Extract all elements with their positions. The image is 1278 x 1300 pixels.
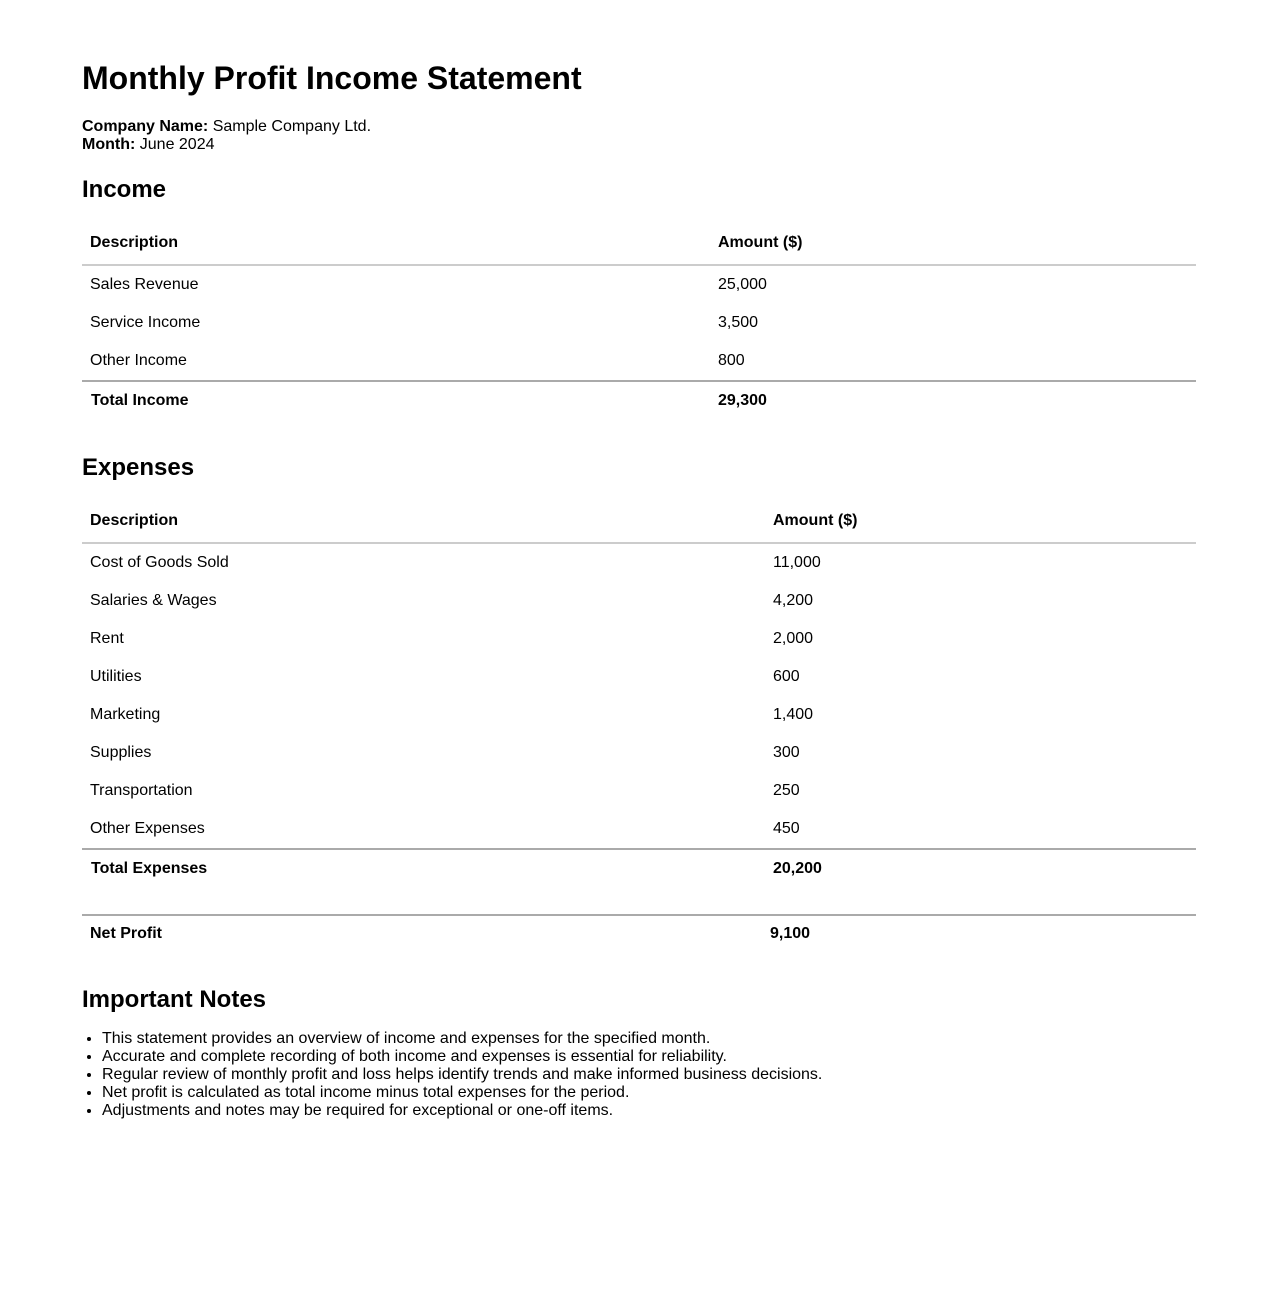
expense-amount: 250: [773, 782, 800, 799]
expense-description: Marketing: [90, 706, 161, 723]
expense-row: [82, 772, 1196, 810]
expenses-table: [82, 500, 1196, 888]
income-col-description: Description: [82, 222, 710, 265]
month-label: Month:: [82, 136, 136, 153]
statement-content: [82, 56, 1196, 1120]
income-table: [82, 222, 1196, 420]
expenses-total-label: Total Expenses: [82, 849, 765, 888]
month-value: June 2024: [139, 136, 215, 153]
expenses-total-value: 20,200: [765, 849, 1196, 888]
income-amount: 25,000: [718, 276, 767, 293]
expense-amount: 300: [773, 744, 800, 761]
net-profit-row: [82, 914, 1196, 952]
expense-row: [82, 810, 1196, 849]
notes-list: [82, 1030, 1196, 1120]
income-description: Service Income: [90, 314, 201, 331]
income-row: [82, 342, 1196, 381]
income-total-row: [82, 381, 1196, 420]
note-item: • Regular review of monthly profit and loss helps identify trends and make informed business decisions.: [102, 1066, 1196, 1084]
expenses-col-amount: Amount ($): [765, 500, 1196, 543]
expenses-total-row: [82, 849, 1196, 888]
expense-row: [82, 658, 1196, 696]
notes-heading: Important Notes: [82, 986, 267, 1013]
expense-row: [82, 696, 1196, 734]
company-line: [82, 118, 1196, 136]
net-profit-label: Net Profit: [90, 925, 162, 942]
expense-description: Utilities: [90, 668, 142, 685]
month-line: [82, 136, 1196, 154]
expense-amount: 600: [773, 668, 800, 685]
income-col-amount: Amount ($): [710, 222, 1196, 265]
expense-amount: 4,200: [773, 592, 814, 609]
income-total-value: 29,300: [710, 381, 1196, 420]
expenses-heading: Expenses: [82, 454, 195, 481]
income-header-row: [82, 222, 1196, 265]
expense-row: [82, 620, 1196, 658]
expense-description: Other Expenses: [90, 820, 205, 837]
note-item: • Adjustments and notes may be required for exceptional or one-off items.: [102, 1102, 1196, 1120]
company-label: Company Name:: [82, 118, 209, 135]
company-name: Sample Company Ltd.: [212, 118, 372, 135]
expense-row: [82, 543, 1196, 582]
expense-amount: 2,000: [773, 630, 814, 647]
expense-amount: 1,400: [773, 706, 814, 723]
net-profit-value: 9,100: [770, 925, 811, 942]
income-description: Sales Revenue: [90, 276, 199, 293]
income-row: [82, 304, 1196, 342]
expense-description: Cost of Goods Sold: [90, 554, 229, 571]
expense-amount: 11,000: [773, 554, 821, 571]
income-description: Other Income: [90, 352, 187, 369]
expense-description: Supplies: [90, 744, 152, 761]
note-item: • Accurate and complete recording of both income and expenses is essential for reliability.: [102, 1048, 1196, 1066]
expense-description: Transportation: [90, 782, 193, 799]
expenses-header-row: [82, 500, 1196, 543]
income-row: [82, 265, 1196, 304]
income-total-label: Total Income: [82, 381, 710, 420]
expense-description: Rent: [90, 630, 124, 647]
income-amount: 3,500: [718, 314, 759, 331]
expense-row: [82, 734, 1196, 772]
income-amount: 800: [718, 352, 745, 369]
expense-amount: 450: [773, 820, 800, 837]
expenses-col-description: Description: [82, 500, 765, 543]
note-item: • This statement provides an overview of income and expenses for the specified month.: [102, 1030, 1196, 1048]
note-item: • Net profit is calculated as total income minus total expenses for the period.: [102, 1084, 1196, 1102]
page-title: Monthly Profit Income Statement: [82, 60, 582, 96]
expense-row: [82, 582, 1196, 620]
income-heading: Income: [82, 176, 167, 203]
statement-meta: [82, 118, 1196, 154]
expense-description: Salaries & Wages: [90, 592, 217, 609]
